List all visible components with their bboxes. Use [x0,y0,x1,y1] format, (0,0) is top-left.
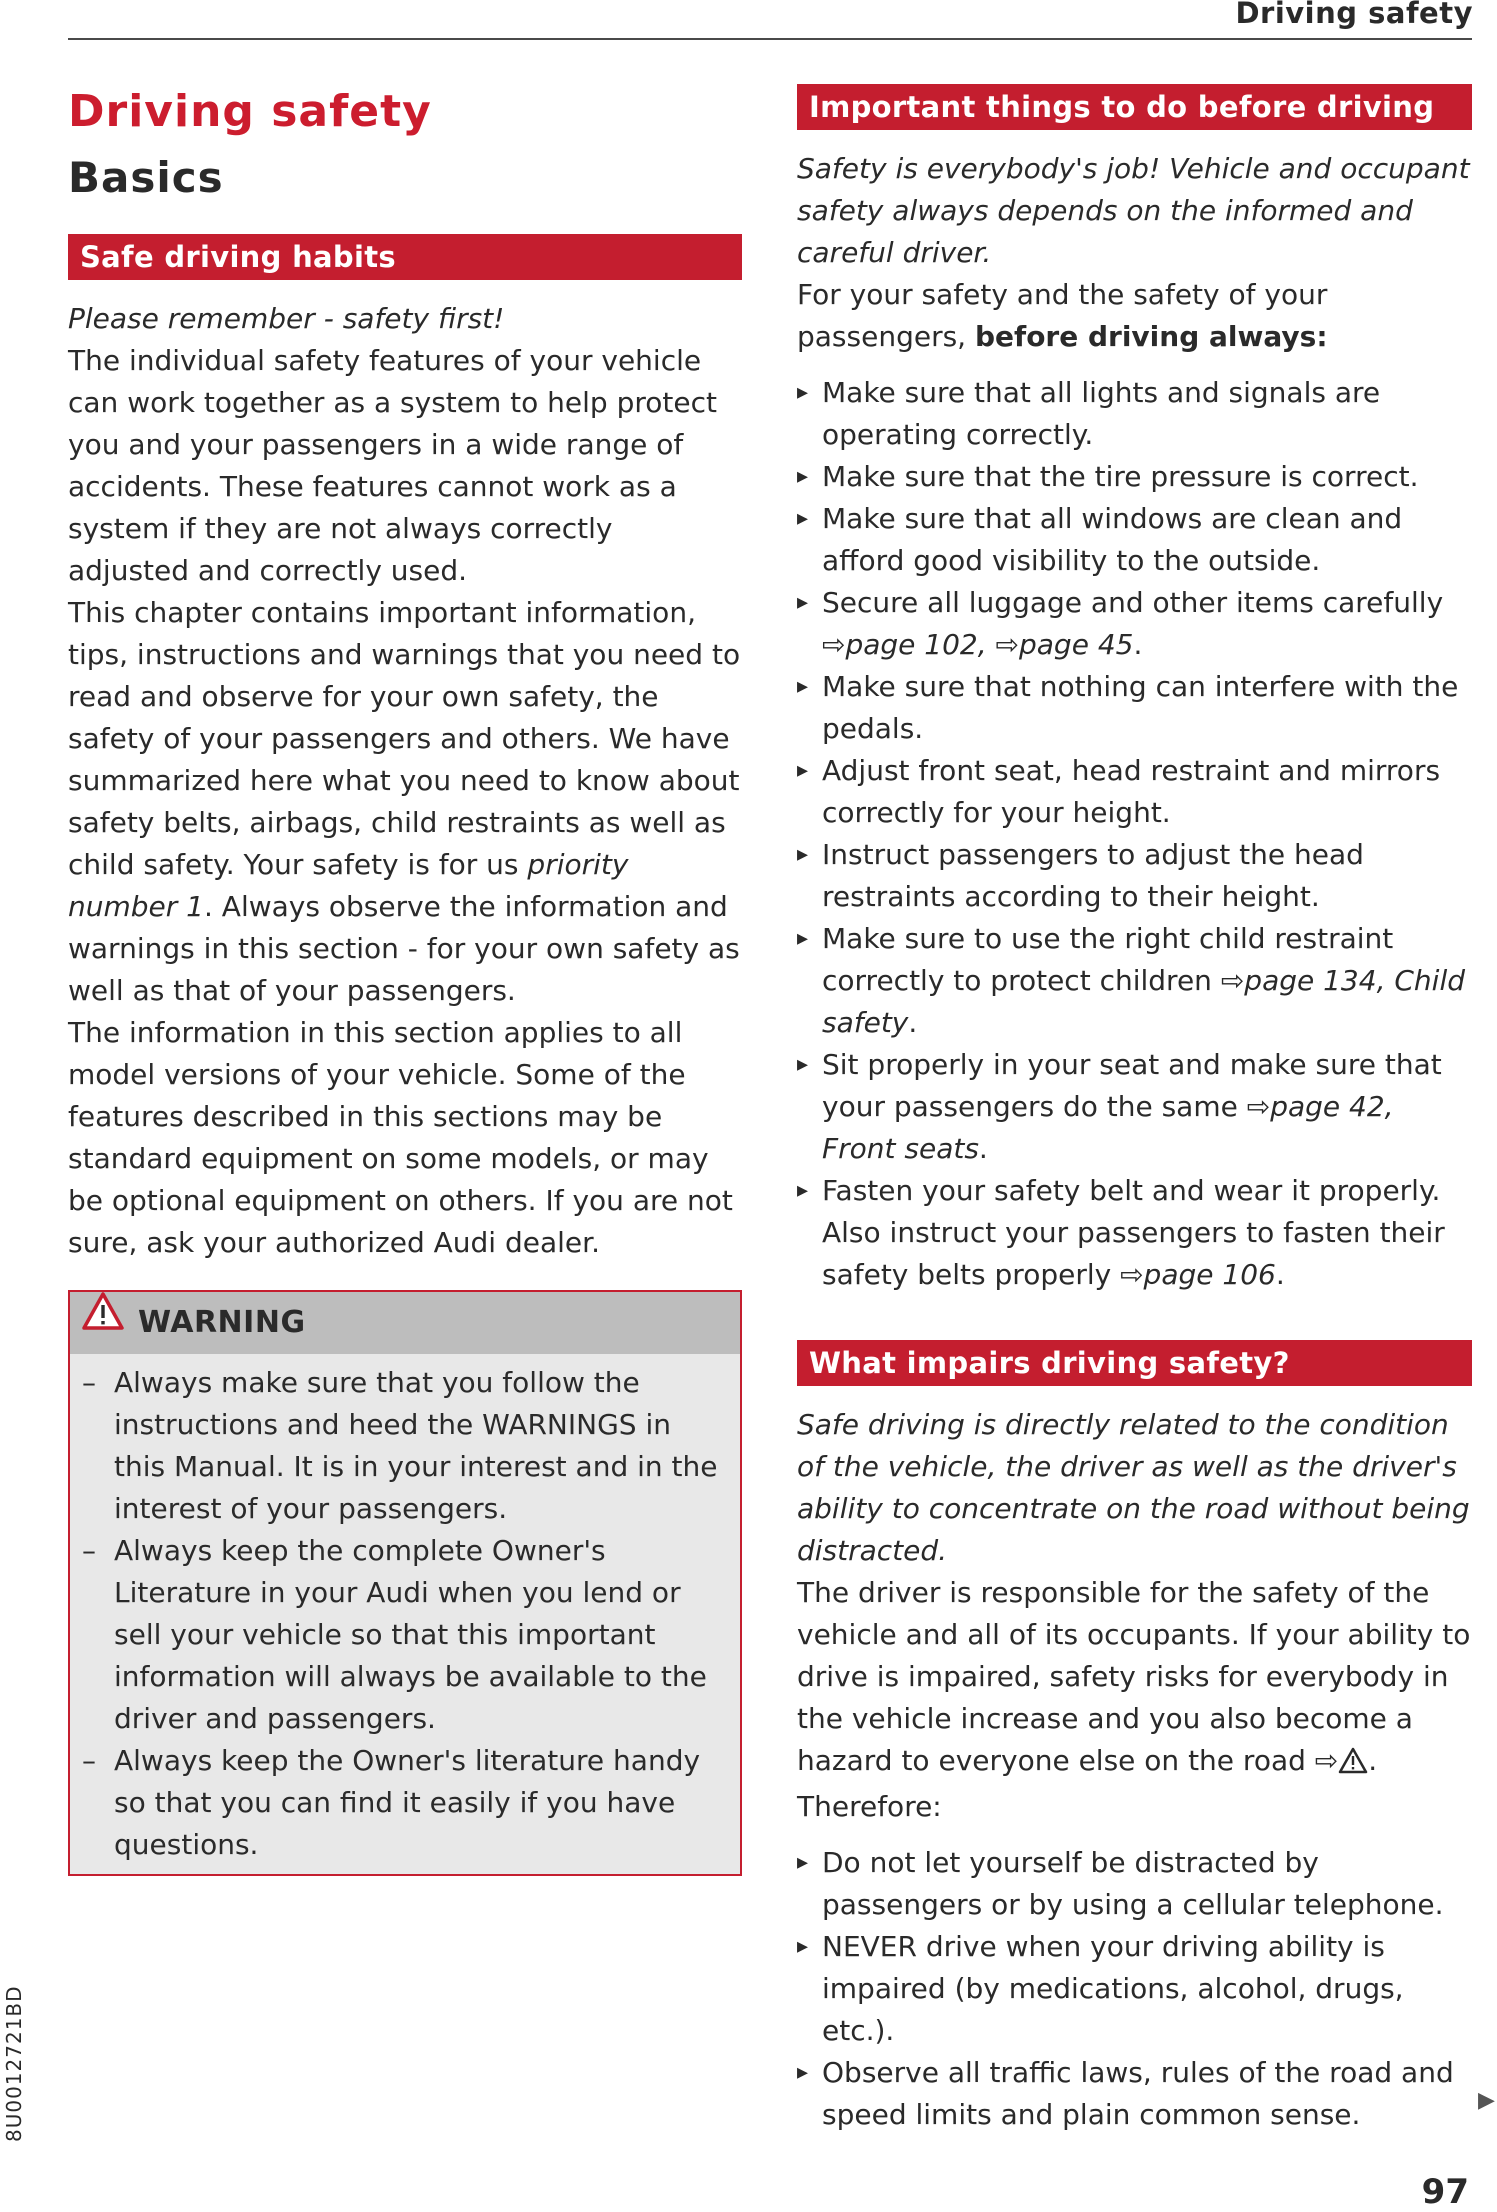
list-item-tail: . [1133,628,1143,661]
list-item-text: Adjust front seat, head restraint and mirrors correctly for your height. [822,754,1441,829]
warning-triangle-icon [1338,1744,1368,1786]
intro-text: Please remember - safety first! [68,302,505,335]
section-bar-before-driving: Important things to do before driving [797,84,1472,130]
running-header: Driving safety [1235,0,1473,30]
paragraph-features: The individual safety features of your vehicle can work together as a system to help protect you and your passengers in a wide range of accidents. These features cannot work as a system if they are not always correctly adjusted and correctly used. [68,344,717,587]
warning-list [70,1354,740,1874]
list-item-text: Make sure that all windows are clean and afford good visibility to the outside. [822,502,1403,577]
chapter-title: Driving safety [68,86,432,137]
list-item-tail: . [978,1132,988,1165]
left-column [68,72,742,1876]
right-column [797,72,1472,2136]
list-item-text: Make sure that all lights and signals are operating correctly. [822,376,1381,451]
list-item-text: Make sure that the tire pressure is correct. [822,460,1419,493]
list-item [797,498,1472,582]
warning-header [70,1292,740,1354]
list-item-text: Instruct passengers to adjust the head restraints according to their height. [822,838,1364,913]
list-item-tail: . [1275,1258,1285,1291]
page-reference-link[interactable]: ⇨page 134, Child safety [822,964,1465,1039]
warning-item: – Always make sure that you follow the instructions and heed the WARNINGS in this Manual. It is in your interest and in the interest of your passengers. [82,1362,722,1530]
warning-triangle-icon [82,1290,124,1352]
paragraph-chapter-info-a: This chapter contains important information, tips, instructions and warnings that you need to read and observe for your own safety, the safety of your passengers and others. We have summarized here what you need to know about safety belts, airbags, child restraints as well as child safety. Your safety is for us [68,596,741,881]
intro-impairs-safety: Safe driving is directly related to the condition of the vehicle, the driver as well as the driver's ability to concentrate on the road without being distracted. [797,1408,1470,1567]
paragraph-before-driving-a: For your safety and the safety of your passengers, [797,278,1328,353]
section-title-basics: Basics [68,153,224,202]
warning-reference-link[interactable] [1315,1744,1368,1777]
list-item: ▸ Observe all traffic laws, rules of the road and speed limits and plain common sense. [797,2052,1472,2136]
paragraph-chapter-info-b: . Always observe the information and warnings in this section - for your own safety as well as that of your passengers. [68,890,740,1007]
warning-title: WARNING [138,1305,306,1340]
list-item-text: Make sure to use the right child restraint correctly to protect children [822,922,1394,997]
before-driving-list [797,372,1472,1296]
page-reference-link[interactable]: ⇨page 106 [1120,1258,1276,1291]
page-reference-link[interactable]: ⇨page 102, ⇨page 45 [822,628,1134,661]
list-item-tail: . [908,1006,918,1039]
header-rule [68,38,1472,40]
list-item [797,834,1472,918]
paragraph-driver-responsible [797,1572,1472,1828]
page-number: 97 [1421,2172,1469,2212]
before-driving-bold: before driving always: [974,320,1328,353]
list-item-text: Make sure that nothing can interfere with the pedals. [822,670,1459,745]
document-code: 8U0012721BD [2,1985,26,2142]
list-item [797,666,1472,750]
list-item: ▸ NEVER drive when your driving ability is impaired (by medications, alcohol, drugs, etc.). [797,1926,1472,2052]
list-item-text: Secure all luggage and other items carefully [822,586,1444,619]
list-item-text: Fasten your safety belt and wear it properly. Also instruct your passengers to fasten their safety belts properly [822,1174,1445,1291]
list-item [797,918,1472,1044]
list-item [797,750,1472,834]
priority-emphasis: priority number 1 [68,848,629,923]
list-item-text: Sit properly in your seat and make sure that your passengers do the same [822,1048,1442,1123]
section-bar-impairs-safety: What impairs driving safety? [797,1340,1472,1386]
list-item [797,372,1472,456]
page-reference-link[interactable]: ⇨page 42, Front seats [822,1090,1394,1165]
warning-item: – Always keep the complete Owner's Literature in your Audi when you lend or sell your vehicle so that this important information will always be available to the driver and passengers. [82,1530,722,1740]
list-item [797,456,1472,498]
list-item [797,1170,1472,1296]
intro-before-driving: Safety is everybody's job! Vehicle and occupant safety always depends on the informed and careful driver. [797,152,1470,269]
list-item: ▸ Do not let yourself be distracted by passengers or by using a cellular telephone. [797,1842,1472,1926]
section-bar-safe-driving: Safe driving habits [68,234,742,280]
paragraph-driver-a: The driver is responsible for the safety of the vehicle and all of its occupants. If your ability to drive is impaired, safety risks for everybody in the vehicle increase and you also become a hazard to everyone else on the road [797,1576,1471,1777]
paragraph-model-versions: The information in this section applies to all model versions of your vehicle. Some of the features described in this sections may be standard equipment on some models, or may be optional equipment on others. If you are not sure, ask your authorized Audi dealer. [68,1016,733,1259]
list-item [797,582,1472,666]
list-item [797,1044,1472,1170]
paragraph-before-driving [797,274,1472,358]
paragraph-chapter-info [68,592,742,1012]
paragraph-driver-b: . Therefore: [797,1744,1378,1823]
warning-box [68,1290,742,1876]
continue-arrow-icon: ▶ [1478,2088,1495,2113]
ref-arrow-icon: ⇨ [1314,1744,1339,1777]
warning-item: – Always keep the Owner's literature handy so that you can find it easily if you have questions. [82,1740,722,1866]
impairs-safety-list [797,1842,1472,2136]
